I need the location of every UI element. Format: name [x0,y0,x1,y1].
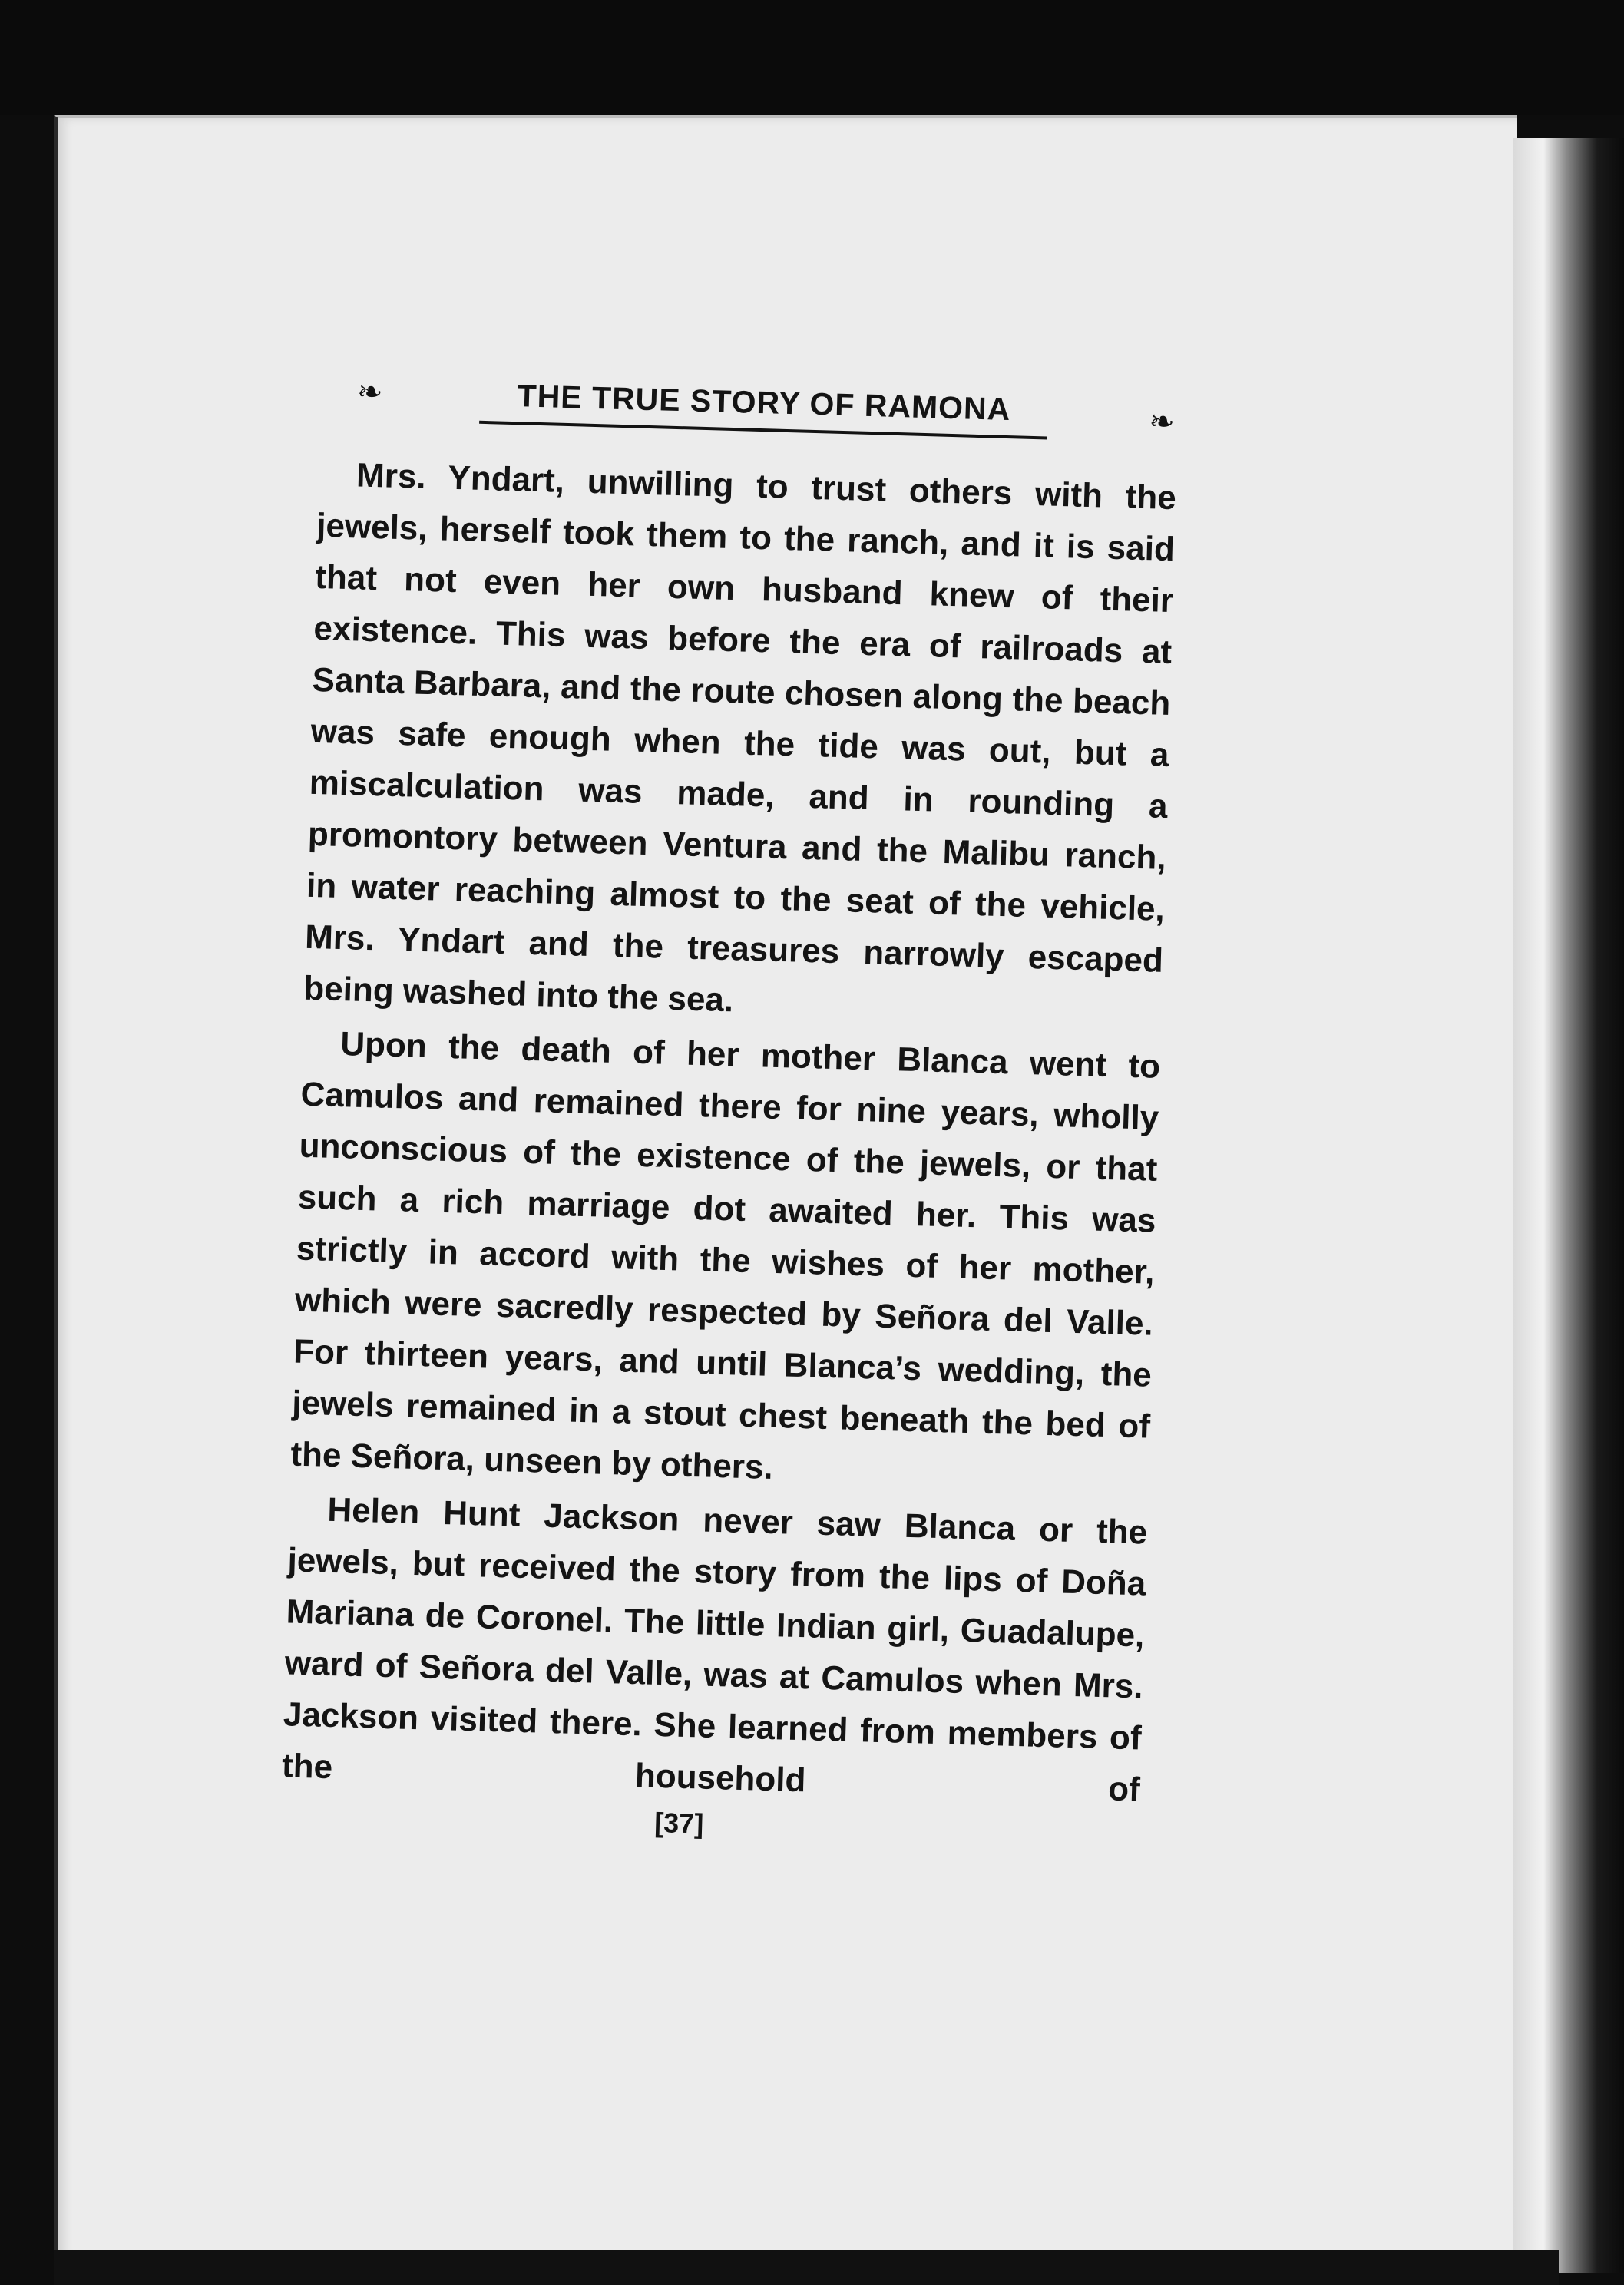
text-block [280,369,1179,1852]
scan-bottom-margin [54,2250,1559,2285]
page-stack-edge [1513,138,1624,2273]
running-head-title: THE TRUE STORY OF RAMONA [479,373,1049,440]
scan-top-margin [0,0,1624,115]
left-ornament-icon: ❧ [356,374,384,411]
paragraph-2: Upon the death of her mother Blanca went to Camulos and remained there for nine years, wholly unconscious of the existence of the jewels, or that such a rich marriage dot awaited her. This was strictly in accord with the wishes of her mother, which were sacredly respected by Señora del Valle. For thirteen years, and until Blanca’s wedding, the jewels remained in a stout chest beneath the bed of the Señora, unseen by others. [289,1025,1161,1486]
right-ornament-icon: ❧ [1148,404,1176,441]
page-number: [37] [653,1806,704,1840]
paragraph-3: Helen Hunt Jackson never saw Blanca or the jewels, but received the story from the lips of Doña Mariana de Coronel. The little Indian girl, Guadalupe, ward of Señora del Valle, was at Camulos when Mrs. Jackson visited there. She learned from members of the household of [281,1490,1148,1809]
body-text [281,448,1176,1816]
paragraph-1: Mrs. Yndart, unwilling to trust others with the jewels, herself took them to the ranch, and it is said that not even her own husband knew of their existence. This was before the era of railroads at Santa Barbara, and the route chosen along the beach was safe enough when the tide was out, but a miscalculation was made, and in rounding a promontory between Ventura and the Malibu ranch, in water reaching almost to the seat of the vehicle, Mrs. Yndart and the treasures narrowly escaped being washed into the sea. [303,456,1177,1020]
